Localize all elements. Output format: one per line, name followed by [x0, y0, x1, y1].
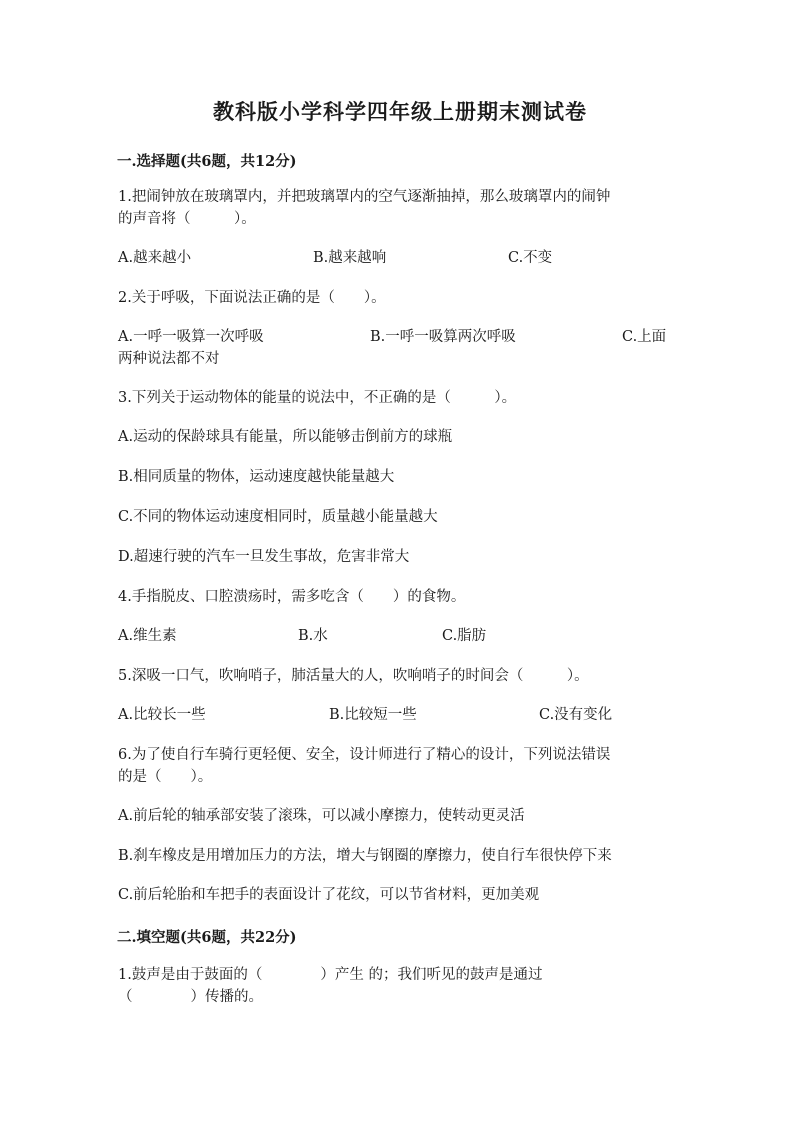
- q5-option-b: B.比较短一些: [329, 707, 417, 723]
- fill-question-1-line1: 1.鼓声是由于鼓面的（ ）产生 的；我们听见的鼓声是通过: [118, 967, 543, 983]
- q3-option-d: D.超速行驶的汽车一旦发生事故，危害非常大: [118, 549, 410, 565]
- q4-option-c: C.脂肪: [442, 628, 487, 644]
- q4-option-a: A.维生素: [118, 628, 177, 644]
- q6-option-a: A.前后轮的轴承部安装了滚珠，可以减小摩擦力，使转动更灵活: [118, 808, 525, 824]
- q2-option-c-continued: 两种说法都不对: [118, 351, 220, 367]
- fill-question-1-line2: （ ）传播的。: [118, 989, 263, 1005]
- question-1: [118, 186, 678, 230]
- question-3: 3.下列关于运动物体的能量的说法中，不正确的是（ ）。: [118, 390, 517, 406]
- q3-option-b: B.相同质量的物体，运动速度越快能量越大: [118, 469, 395, 485]
- section-heading-choice: 一.选择题(共6题，共12分): [117, 153, 297, 170]
- q5-option-c: C.没有变化: [539, 707, 613, 723]
- page-title: 教科版小学科学四年级上册期末测试卷: [213, 99, 587, 124]
- q1-option-b: B.越来越响: [313, 250, 387, 266]
- q6-option-b: B.刹车橡皮是用增加压力的方法，增大与钢圈的摩擦力，使自行车很快停下来: [118, 848, 612, 864]
- question-6: [118, 744, 678, 788]
- question-1-line1: 1.把闹钟放在玻璃罩内，并把玻璃罩内的空气逐渐抽掉，那么玻璃罩内的闹钟: [118, 189, 611, 205]
- q1-option-c: C.不变: [508, 250, 553, 266]
- section-heading-fill-blank: 二.填空题(共6题，共22分): [117, 929, 297, 946]
- fill-question-1: [118, 964, 678, 1008]
- q1-option-a: A.越来越小: [118, 250, 192, 266]
- question-6-line1: 6.为了使自行车骑行更轻便、安全，设计师进行了精心的设计，下列说法错误: [118, 747, 611, 763]
- q6-option-c: C.前后轮胎和车把手的表面设计了花纹，可以节省材料，更加美观: [118, 887, 540, 903]
- q2-option-b: B.一呼一吸算两次呼吸: [370, 329, 516, 345]
- q5-option-a: A.比较长一些: [118, 707, 206, 723]
- question-2: 2.关于呼吸，下面说法正确的是（ ）。: [118, 290, 386, 306]
- q2-option-a: A.一呼一吸算一次呼吸: [118, 329, 264, 345]
- q2-option-c: C.上面: [622, 329, 667, 345]
- question-4: 4.手指脱皮、口腔溃疡时，需多吃含（ ）的食物。: [118, 589, 466, 605]
- q3-option-a: A.运动的保龄球具有能量，所以能够击倒前方的球瓶: [118, 429, 453, 445]
- q4-option-b: B.水: [298, 628, 328, 644]
- question-5: 5.深吸一口气，吹响哨子，肺活量大的人，吹响哨子的时间会（ ）。: [118, 668, 589, 684]
- question-6-line2: 的是（ ）。: [118, 769, 213, 785]
- question-1-line2: 的声音将（ ）。: [118, 211, 256, 227]
- q3-option-c: C.不同的物体运动速度相同时，质量越小能量越大: [118, 509, 438, 525]
